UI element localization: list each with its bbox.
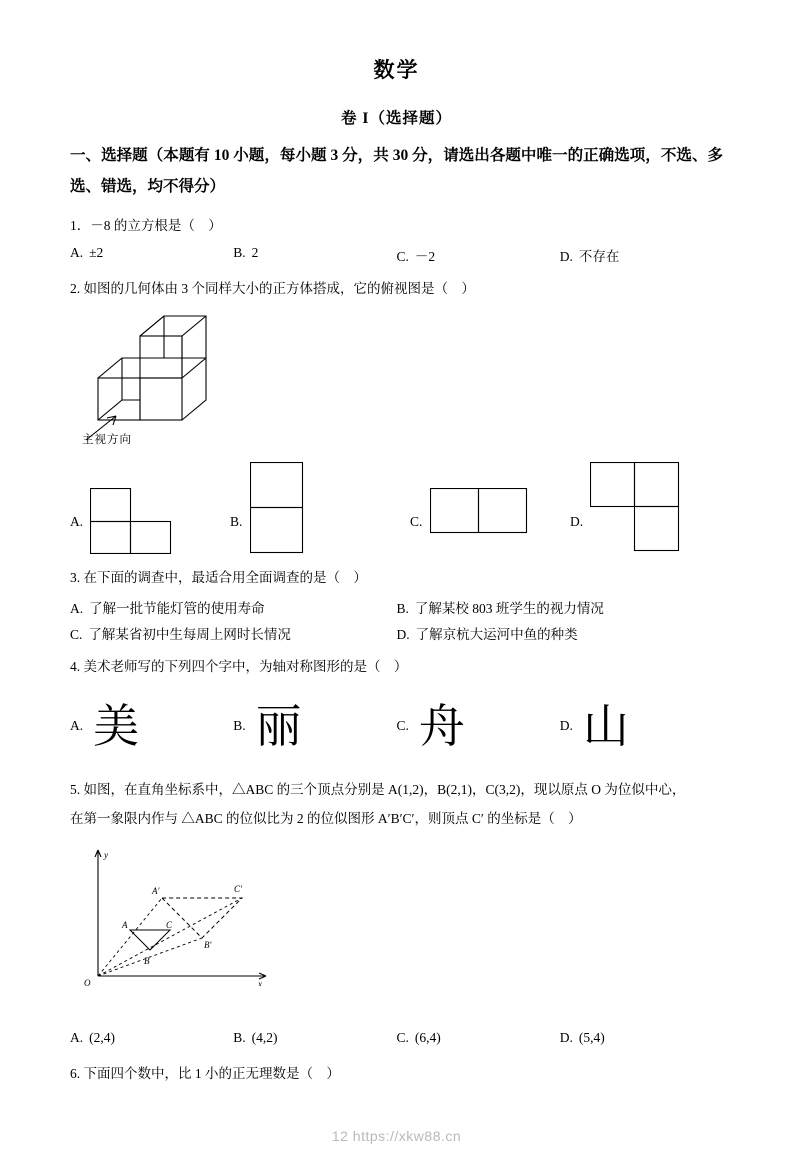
option-d-text: 了解京杭大运河中鱼的种类 [415,627,578,642]
question-6 [70,1060,723,1087]
option-a-label: A. [70,1030,84,1045]
paper-part-subtitle: 卷 I（选择题） [341,110,452,127]
section-heading: 一、选择题（本题有 10 小题，每小题 3 分，共 30 分，请选出各题中唯一的正确选项，不选、多选、错选，均不得分） [70,147,723,195]
point-label-b-prime: B' [204,940,212,950]
point-label-a-prime: A' [152,886,160,896]
option-b[interactable] [233,1030,396,1046]
option-b-character: 丽 [255,699,302,753]
option-c-text: (6,4) [414,1030,441,1045]
axis-label-y: y [104,850,108,860]
question-6-number: 6. [70,1066,81,1081]
question-3-number: 3. [70,570,81,585]
option-c-label: C. [70,627,83,642]
coordinate-similarity-diagram [78,836,278,986]
question-3 [70,564,723,591]
option-b-text: 2 [251,245,259,260]
question-2 [70,275,723,302]
option-d[interactable] [559,699,723,753]
question-6-tail: ） [326,1066,340,1081]
option-c[interactable] [396,699,560,753]
option-a-text: ±2 [89,245,104,260]
option-c-label: C. [396,718,409,733]
option-b[interactable] [233,699,396,753]
option-a-label: A. [70,601,84,616]
option-b[interactable] [233,245,396,265]
option-b-label: B. [233,718,246,733]
page-title: 数学 [373,58,420,82]
option-c-label: C. [410,514,423,529]
point-label-c-prime: C' [234,884,242,894]
option-a-label: A. [70,245,84,260]
option-b-label: B. [230,514,243,529]
option-d[interactable] [560,245,723,265]
question-3-options-row2 [70,623,723,643]
option-c-label: C. [396,1030,409,1045]
question-5-stem-cont [70,805,723,832]
question-2-tail: ） [461,281,475,296]
question-3-tail: ） [353,570,367,585]
option-d-label: D. [559,718,573,733]
option-d-label: D. [559,1030,573,1045]
option-a[interactable] [70,597,397,617]
option-a-character: 美 [93,699,140,753]
option-b-text: (4,2) [251,1030,278,1045]
question-5-number: 5. [70,782,81,797]
question-2-view-direction-label: 主视方向 [82,434,132,446]
option-a[interactable] [70,245,233,265]
option-b-label: B. [233,245,246,260]
option-c-text: 了解某省初中生每周上网时长情况 [88,627,291,642]
axis-label-x: x [258,979,262,986]
option-c[interactable] [397,1030,560,1046]
question-3-options-row1 [70,597,723,617]
option-b-text: 了解某校 803 班学生的视力情况 [414,601,604,616]
point-label-b: B [144,956,150,966]
point-label-a: A [122,920,128,930]
option-d-label: D. [396,627,410,642]
question-4-options [70,686,723,766]
origin-label: O [84,978,91,986]
option-c[interactable] [70,623,397,643]
option-a-text: 了解一批节能灯管的使用寿命 [89,601,265,616]
question-1-tail: ） [208,218,222,233]
question-4-tail: ） [393,659,408,674]
question-5-stem-line1: 如图，在直角坐标系中，△ABC 的三个顶点分别是 A(1,2)，B(2,1)，C(3,2)，现以原点 O 为位似中心， [83,782,686,797]
option-b-figure[interactable] [250,462,310,554]
question-5 [70,776,723,803]
question-6-stem: 下面四个数中，比 1 小的正无理数是（ [83,1066,313,1081]
question-2-figure [78,308,723,458]
question-2-number: 2. [70,281,81,296]
question-1 [70,212,723,239]
question-1-stem: －8 的立方根是（ [90,218,195,233]
option-d-text: 不存在 [578,249,620,264]
question-5-figure [78,836,723,986]
option-d-text: (5,4) [578,1030,605,1045]
question-4-number: 4. [70,659,81,674]
question-2-options [70,462,723,554]
option-d[interactable] [560,1030,723,1046]
question-3-stem: 在下面的调查中，最适合用全面调查的是（ [83,570,340,585]
option-a-label: A. [70,718,84,733]
question-4-stem: 美术老师写的下列四个字中，为轴对称图形的是（ [83,659,381,674]
question-1-options [70,245,723,265]
option-a[interactable] [70,699,233,753]
option-d-character: 山 [582,699,629,753]
watermark: 12 https://xkw88.cn [331,1128,462,1144]
option-c-character: 舟 [418,699,465,753]
option-a-label: A. [70,514,84,529]
exam-page [0,54,793,1176]
option-d[interactable] [397,623,724,643]
option-d-figure[interactable] [590,462,690,554]
option-c-text: －2 [414,249,436,264]
option-b-label: B. [396,601,409,616]
question-5-options [70,1030,723,1046]
option-a-figure[interactable] [90,488,174,554]
option-a-text: (2,4) [89,1030,115,1045]
option-c-label: C. [396,249,409,264]
option-b-label: B. [233,1030,246,1045]
question-4 [70,653,723,680]
question-5-tail: ） [568,811,582,826]
point-label-c: C [166,920,173,930]
option-c-figure[interactable] [430,488,534,538]
question-5-stem-line2: 在第一象限内作与 △ABC 的位似比为 2 的位似图形 A′B′C′，则顶点 C′ 的坐标是（ [70,811,555,826]
option-d-label: D. [559,249,573,264]
question-1-number: 1． [70,218,91,233]
cube-solid-diagram [78,308,278,448]
question-2-stem: 如图的几何体由 3 个同样大小的正方体搭成，它的俯视图是（ [83,281,448,296]
option-a[interactable] [70,1030,233,1046]
option-b[interactable] [397,597,724,617]
option-d-label: D. [570,514,584,529]
option-c[interactable] [397,245,560,265]
